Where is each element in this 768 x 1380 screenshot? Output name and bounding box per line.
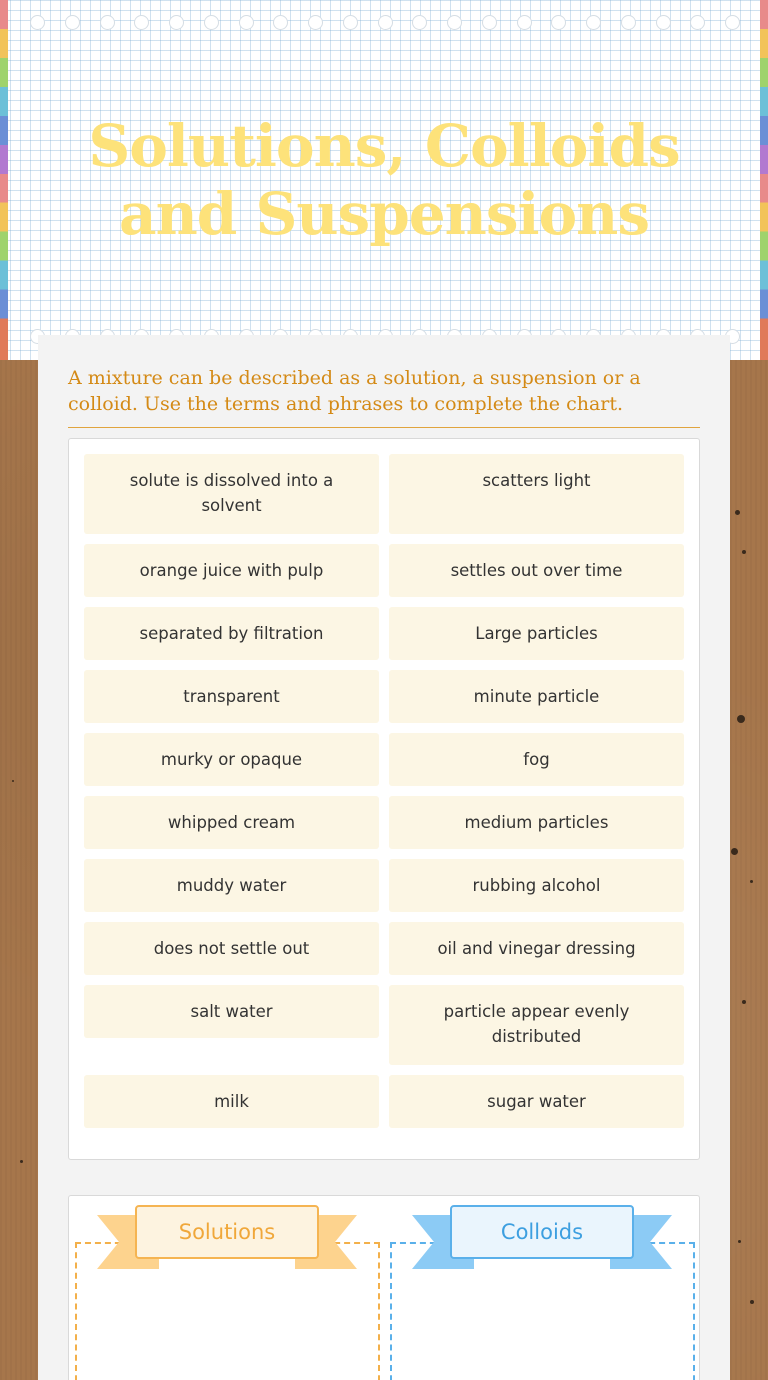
draggable-term[interactable]: fog	[389, 733, 684, 786]
draggable-term[interactable]: milk	[84, 1075, 379, 1128]
worksheet-page	[38, 335, 730, 1380]
draggable-term[interactable]: medium particles	[389, 796, 684, 849]
draggable-term[interactable]: scatters light	[389, 454, 684, 534]
draggable-term[interactable]: minute particle	[389, 670, 684, 723]
draggable-term[interactable]: transparent	[84, 670, 379, 723]
draggable-term[interactable]: particle appear evenly distributed	[389, 985, 684, 1065]
draggable-term[interactable]: orange juice with pulp	[84, 544, 379, 597]
draggable-term[interactable]: solute is dissolved into a solvent	[84, 454, 379, 534]
header-graph-paper	[0, 0, 768, 362]
rainbow-edge-right	[760, 0, 768, 362]
punch-holes-top	[30, 15, 740, 31]
solutions-ribbon	[97, 1205, 357, 1269]
draggable-term[interactable]: Large particles	[389, 607, 684, 660]
draggable-term[interactable]: separated by filtration	[84, 607, 379, 660]
draggable-term[interactable]: does not settle out	[84, 922, 379, 975]
draggable-term[interactable]: muddy water	[84, 859, 379, 912]
draggable-term[interactable]: sugar water	[389, 1075, 684, 1128]
word-bank	[68, 438, 700, 1160]
draggable-term[interactable]: murky or opaque	[84, 733, 379, 786]
page-title: Solutions, Colloids and Suspensions	[88, 112, 680, 248]
word-bank-grid	[84, 454, 684, 1138]
solutions-label: Solutions	[135, 1205, 319, 1259]
draggable-term[interactable]: rubbing alcohol	[389, 859, 684, 912]
draggable-term[interactable]: whipped cream	[84, 796, 379, 849]
draggable-term[interactable]: salt water	[84, 985, 379, 1038]
colloids-ribbon	[412, 1205, 672, 1269]
rainbow-edge-left	[0, 0, 8, 362]
draggable-term[interactable]: oil and vinegar dressing	[389, 922, 684, 975]
draggable-term[interactable]: settles out over time	[389, 544, 684, 597]
sorting-area	[68, 1195, 700, 1380]
colloids-label: Colloids	[450, 1205, 634, 1259]
instructions-text: A mixture can be described as a solution, a suspension or a colloid. Use the terms and phrases to complete the chart.	[68, 365, 700, 428]
